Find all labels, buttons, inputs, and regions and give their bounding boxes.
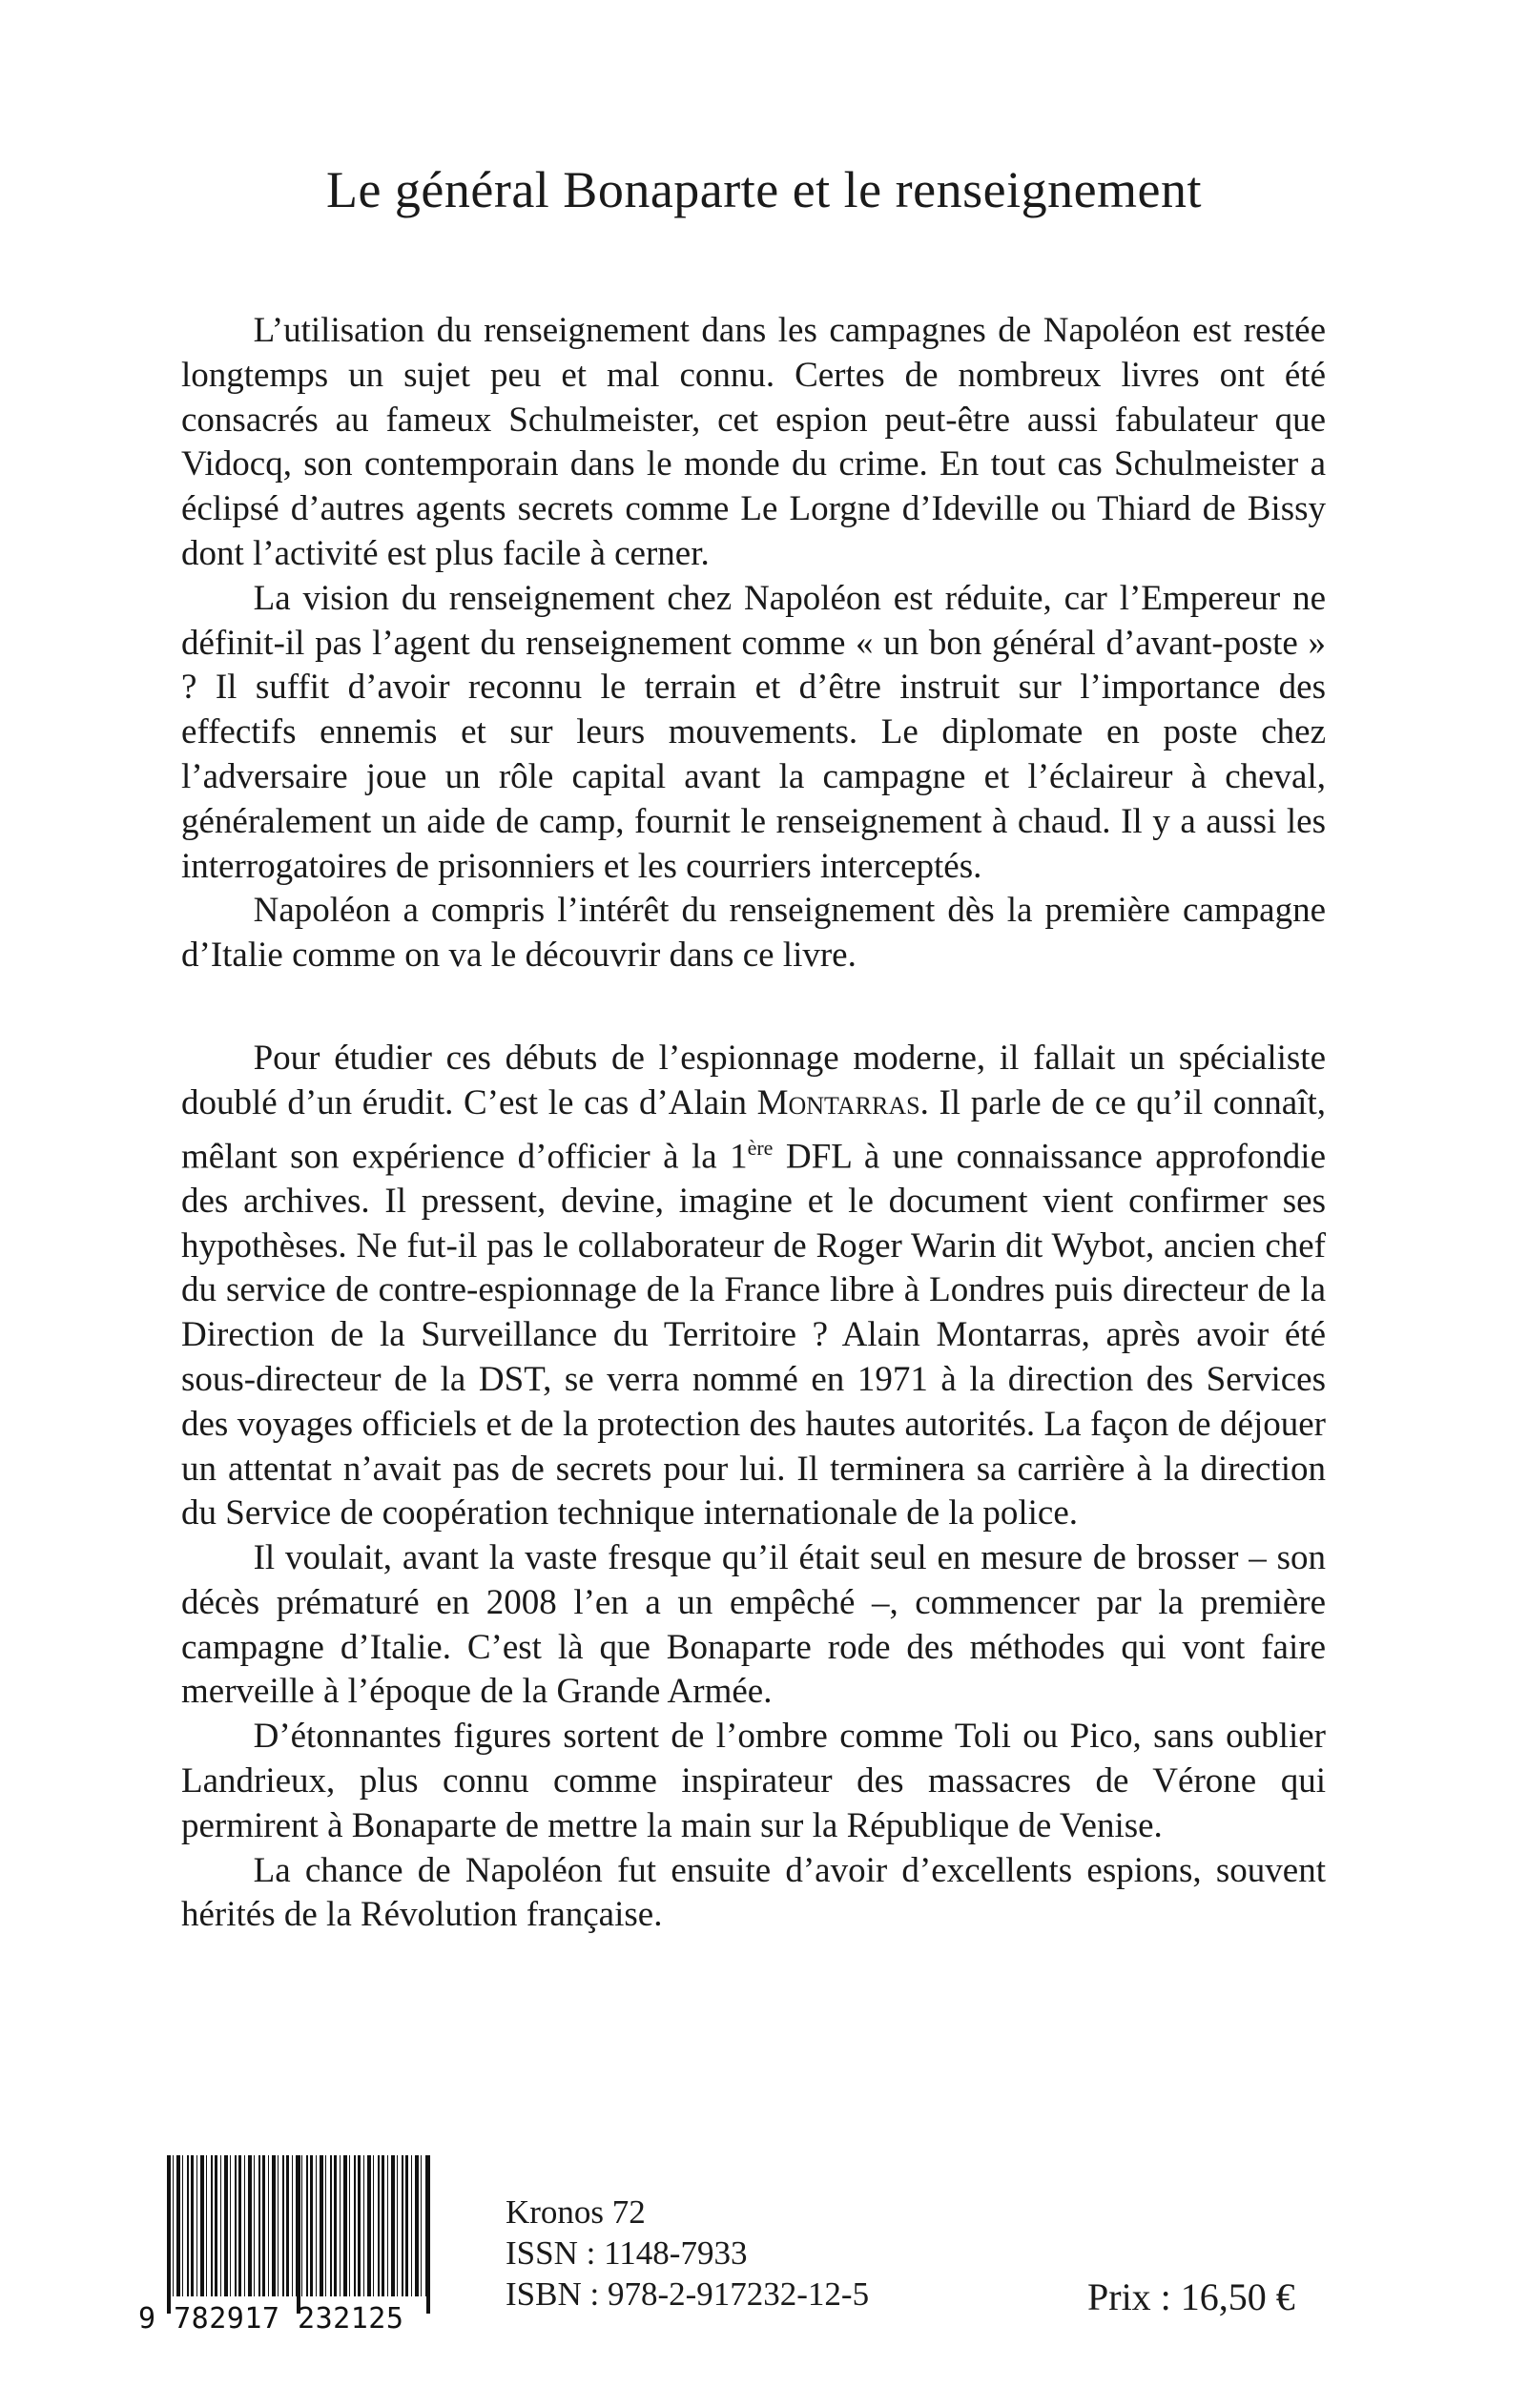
ordinal-superscript: ère (747, 1135, 774, 1160)
barcode-guard-left (167, 2155, 171, 2314)
isbn-label: ISBN : 978-2-917232-12-5 (506, 2275, 870, 2313)
intro-text-block (181, 309, 1326, 978)
author-paragraph-3: D’étonnantes figures sortent de l’ombre comme Toli ou Pico, sans oublier Landrieux, plus connu comme inspirateur des massacres de Vérone qui permirent à Bonaparte de mettre la main sur la République de Venise. (181, 1717, 1326, 1845)
author-paragraph-1 (181, 1037, 1326, 1536)
author-paragraph-4: La chance de Napoléon fut ensuite d’avoir d’excellents espions, souvent hérités de la Révolution française. (181, 1850, 1326, 1935)
author-text-block (181, 1037, 1326, 1938)
author-name: Montarras (756, 1082, 920, 1122)
barcode-guard-right (426, 2155, 430, 2314)
barcode-digits: 9 782917 232125 (138, 2302, 404, 2336)
isbn-barcode (129, 2146, 468, 2357)
issn-label: ISSN : 1148-7933 (506, 2234, 748, 2272)
intro-paragraph-3: Napoléon a compris l’intérêt du renseignement dès la première campagne d’Italie comme on va le découvrir dans ce livre. (181, 891, 1326, 976)
author-paragraph-1-start: Pour étudier ces débuts de l’espionnage moderne, il fallait un spécialiste doublé d’un érudit. C’est le cas d’Alain (181, 1039, 1326, 1122)
intro-paragraph-1: L’utilisation du renseignement dans les campagnes de Napoléon est restée longtemps un sujet peu et mal connu. Certes de nombreux livres ont été consacrés au fameux Schulmeister, cet espion peut-être aussi fabulateur que Vidocq, son contemporain dans le monde du crime. En tout cas Schulmeister a éclipsé d’autres agents secrets comme Le Lorgne d’Ideville ou Thiard de Bissy dont l’activité est plus facile à cerner. (181, 311, 1326, 573)
author-paragraph-1-mid: . Il parle de ce qu’il connaît, mêlant son expérience d’officier à la 1 (181, 1082, 1326, 1176)
price-label: Prix : 16,50 € (1087, 2275, 1295, 2318)
intro-paragraph-2: La vision du renseignement chez Napoléon est réduite, car l’Empereur ne définit-il pas l’agent du renseignement comme « un bon général d’avant-poste » ? Il suffit d’avoir reconnu le terrain et d’être instruit sur l’importance des effectifs ennemis et sur leurs mouvements. Le diplomate en poste chez l’adversaire joue un rôle capital avant la campagne et l’éclaireur à cheval, généralement un aide de camp, fournit le renseignement à chaud. Il y a aussi les interrogatoires de prisonniers et les courriers interceptés. (181, 578, 1326, 886)
series-label: Kronos 72 (506, 2193, 646, 2231)
author-paragraph-2: Il voulait, avant la vaste fresque qu’il était seul en mesure de brosser – son décès prématuré en 2008 l’en a un empêché –, commencer par la première campagne d’Italie. C’est là que Bonaparte rode des méthodes qui vont faire merveille à l’époque de la Grande Armée. (181, 1538, 1326, 1712)
publication-info (506, 2192, 869, 2315)
book-title: Le général Bonaparte et le renseignement (325, 161, 1203, 218)
author-paragraph-1-end: DFL à une connaissance approfondie des archives. Il pressent, devine, imagine et le document vient confirmer ses hypothèses. Ne fut-il pas le collaborateur de Roger Warin dit Wybot, ancien chef du service de contre-espionnage de la France libre à Londres puis directeur de la Direction de la Surveillance du Territoire ? Alain Montarras, après avoir été sous-directeur de la DST, se verra nommé en 1971 à la direction des Services des voyages officiels et de la protection des hautes autorités. La façon de déjouer un attentat n’avait pas de secrets pour lui. Il terminera sa carrière à la direction du Service de coopération technique internationale de la police. (181, 1136, 1326, 1533)
barcode-guard-center (297, 2155, 300, 2314)
